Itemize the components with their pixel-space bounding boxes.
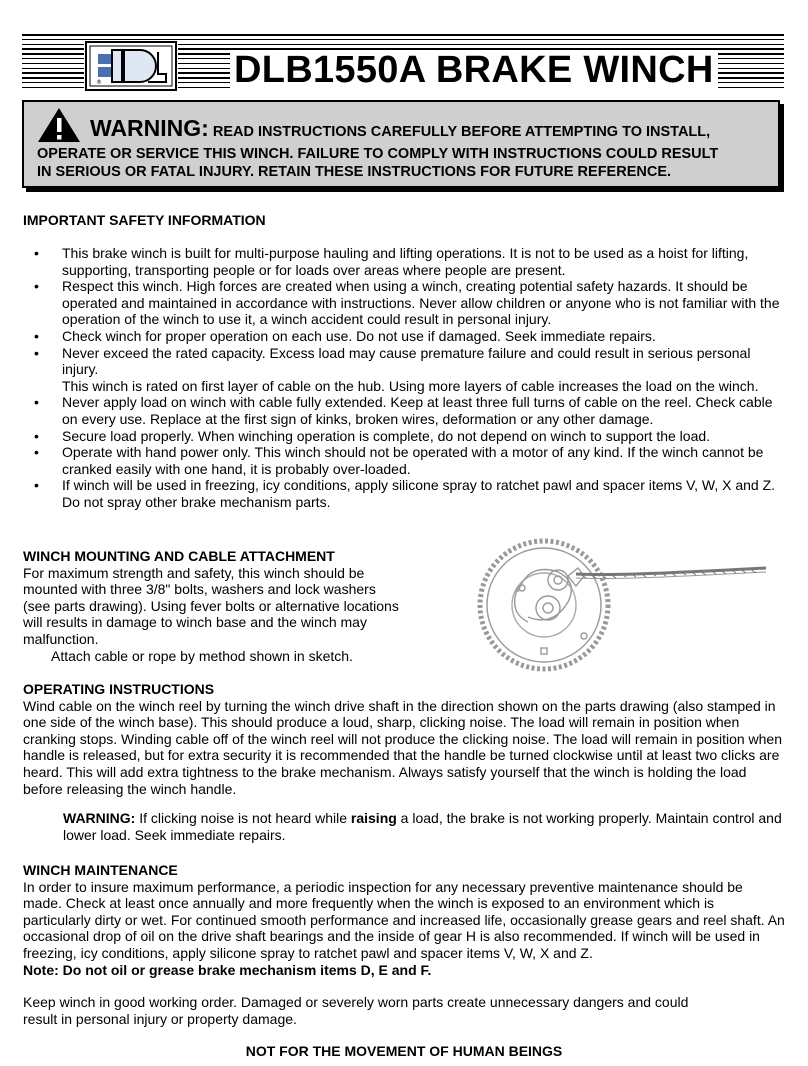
- list-item: • Check winch for proper operation on each use. Do not use if damaged. Seek immediate repairs.: [34, 327, 656, 344]
- list-item: • Secure load properly. When winching operation is complete, do not depend on winch to support the load.: [34, 427, 711, 444]
- maintenance-heading: WINCH MAINTENANCE: [23, 862, 178, 878]
- safety-list: [23, 245, 783, 511]
- operating-warning: WARNING: If clicking noise is not heard while raising a load, the brake is not working properly. Maintain control and lower load. Seek immediate repairs.: [63, 810, 782, 843]
- warning-line-1: READ INSTRUCTIONS CAREFULLY BEFORE ATTEMPTING TO INSTALL,: [212, 124, 711, 140]
- attach-text: Attach cable or rope by method shown in sketch.: [51, 647, 353, 664]
- maintenance-keep: Keep winch in good working order. Damaged or severely worn parts create unnecessary dangers and could result in personal injury or property damage.: [23, 994, 689, 1027]
- list-item: • If winch will be used in freezing, icy conditions, apply silicone spray to ratchet pawl and spacer items V, W, X and Z. Do not spray other brake mechanism parts.: [34, 477, 776, 510]
- operating-section: [23, 681, 785, 843]
- page-title: DLB1550A BRAKE WINCH: [230, 50, 718, 90]
- list-item: • Respect this winch. High forces are created when using a winch, creating potential safety hazards. It should be operated and maintained in accordance with instructions. Never allow children or anyone who is not familiar with the operation of the winch to use it, a winch accident could result in personal injury.: [34, 278, 780, 328]
- operating-body: Wind cable on the winch reel by turning the winch drive shaft in the direction shown on the parts drawing (also stamped in one side of the winch base). This should produce a loud, sharp, clicking noise. The load will remain in position when cranking stops. Winding cable off of the winch reel will not produce the clicking noise. The load will remain in position when handle is released, but for extra security it is recommended that the handle be turned clockwise until at least two clicks are heard. This will add extra tightness to the brake mechanism. Always satisfy yourself that the winch is holding the load before releasing the winch handle.: [23, 697, 783, 797]
- warning-line-2: OPERATE OR SERVICE THIS WINCH. FAILURE TO COMPLY WITH INSTRUCTIONS COULD RESULT: [37, 146, 719, 162]
- maintenance-note: Note: Do not oil or grease brake mechanism items D, E and F.: [23, 961, 432, 978]
- list-item: • Operate with hand power only. This winch should not be operated with a motor of any kind. If the winch cannot be cranked easily with one hand, it is probably over-loaded.: [34, 444, 764, 477]
- list-item: • Never apply load on winch with cable fully extended. Keep at least three full turns of cable on the reel. Check cable on every use. Replace at the first sign of kinks, broken wires, deformation or any other damage.: [34, 394, 773, 427]
- safety-heading: IMPORTANT SAFETY INFORMATION: [23, 212, 266, 228]
- warning-word: WARNING:: [90, 115, 209, 141]
- svg-text:®: ®: [96, 79, 102, 86]
- company-logo: [84, 40, 178, 92]
- list-item: • This brake winch is built for multi-purpose hauling and lifting operations. It is not to be used as a hoist for lifting, supporting, transporting people or for loads over areas where people are present.: [34, 245, 749, 278]
- list-item: • Never exceed the rated capacity. Excess load may cause premature failure and could result in serious personal injury. This winch is rated on first layer of cable on the hub. Using more layers of cable increases the load on the winch.: [34, 344, 759, 394]
- mounting-line: malfunction.: [23, 630, 99, 647]
- operating-heading: OPERATING INSTRUCTIONS: [23, 681, 215, 697]
- maintenance-section: [23, 862, 785, 1027]
- mounting-heading: WINCH MOUNTING AND CABLE ATTACHMENT: [23, 548, 335, 564]
- mounting-line: will results in damage to winch base and the winch may: [23, 614, 367, 631]
- footer-notice: NOT FOR THE MOVEMENT OF HUMAN BEINGS: [245, 1043, 563, 1059]
- mounting-line: mounted with three 3/8" bolts, washers and lock washers: [23, 581, 376, 598]
- warning-box: [22, 100, 780, 188]
- mounting-section: [23, 548, 443, 664]
- warning-line-3: IN SERIOUS OR FATAL INJURY. RETAIN THESE INSTRUCTIONS FOR FUTURE REFERENCE.: [37, 164, 672, 180]
- cable-attachment-sketch: [448, 532, 768, 677]
- mounting-line: (see parts drawing). Using fever bolts or alternative locations: [23, 597, 399, 614]
- maintenance-body: In order to insure maximum performance, a periodic inspection for any necessary preventive maintenance should be made. Check at least once annually and more frequently when the winch is exposed to an environment which is particularly dirty or wet. For continued smooth performance and increased life, occasionally grease gears and reel shaft. An occasional drop of oil on the drive shaft bearings and the inside of gear H is also recommended. If winch will be used in freezing, icy conditions, apply silicone spray to ratchet pawl and spacer items V, W, X and Z.: [23, 878, 785, 961]
- warning-triangle-icon: [36, 106, 82, 144]
- mounting-line: For maximum strength and safety, this winch should be: [23, 564, 365, 581]
